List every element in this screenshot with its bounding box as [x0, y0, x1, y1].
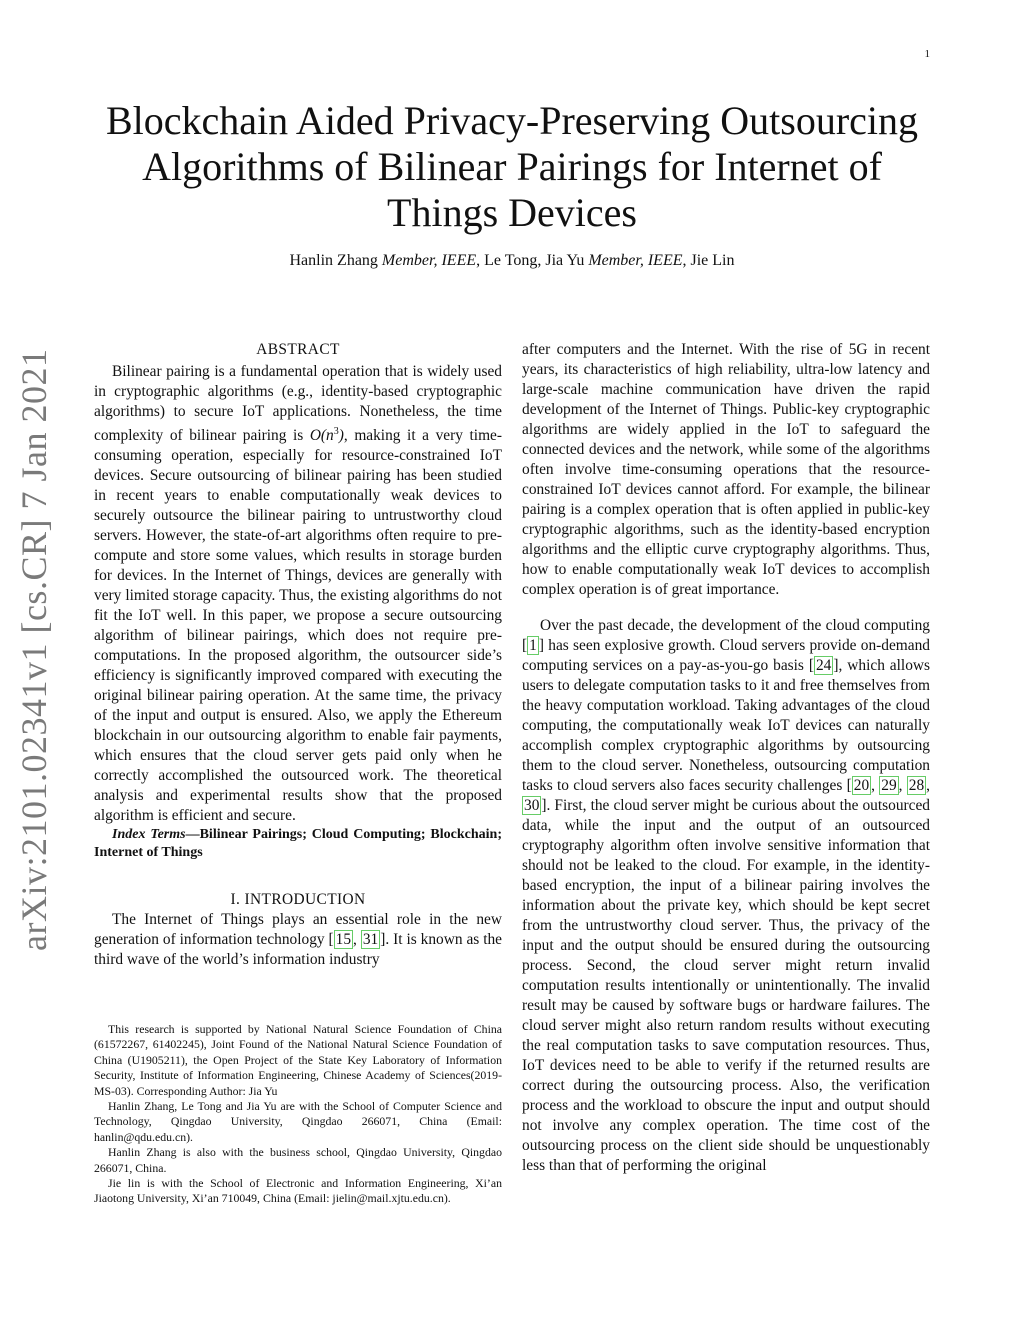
- author-name: , Jie Lin: [682, 252, 735, 269]
- citation-separator: ,: [871, 777, 880, 794]
- intro-text: ]. It is known as the third wave of the world’s information industry: [94, 931, 502, 969]
- citation-separator: ,: [353, 931, 361, 949]
- math-base: O(n: [309, 427, 334, 445]
- introduction-paragraph: [94, 910, 502, 970]
- citation-link[interactable]: 30: [524, 797, 540, 814]
- math-complexity: [310, 427, 344, 444]
- author-membership: Member, IEEE: [381, 252, 477, 269]
- citation-link[interactable]: 31: [362, 931, 379, 949]
- abstract-text-part: , making it a very time-consuming operation, especially for resource-constrained IoT devices. Secure outsourcing of bilinear pairing has been studied in recent years to enable computationally weak devices to securely outsource the bilinear pairing to untrustworthy cloud servers. However, the state-of-art algorithms often require to pre-compute and store some values, which results in storage burden for devices. In the Internet of Things, devices are generally with very limited storage capacity. Thus, the existing algorithms do not fit the IoT well. In this paper, we propose a secure outsourcing algorithm of bilinear pairings, which does not require pre-computations. In the proposed algorithm, the outsourcer side’s efficiency is significantly improved compared with executing the original bilinear pairing operation. At the same time, the privacy of the input and output is ensured. Also, we apply the Ethereum blockchain in our outsourcing algorithm to enable fair payments, which ensures that the cloud server gets paid only when he correctly accomplished the outsourced work. The theoretical analysis and experimental results show that the proposed algorithm is efficient and secure.: [94, 427, 502, 825]
- footnote-affiliation: Hanlin Zhang is also with the business school, Qingdao University, Qingdao 266071, China.: [94, 1145, 502, 1175]
- right-column: [522, 340, 930, 1176]
- footnotes: [94, 1022, 502, 1207]
- citation-link[interactable]: 29: [881, 777, 897, 794]
- author-membership: Member, IEEE: [588, 252, 683, 269]
- index-terms-label: Index Terms: [112, 827, 186, 843]
- citation-link[interactable]: 1: [529, 637, 537, 654]
- abstract-text-part: Bilinear pairing is a fundamental operation that is widely used in cryptographic algorithms (e.g., identity-based cryptographic algorithms) to secure IoT applications. Nonetheless, the time complexity of bilinear pairing is: [94, 363, 502, 445]
- footnote-affiliation: Jie lin is with the School of Electronic and Information Engineering, Xi’an Jiaotong University, Xi’an 710049, China (Email: jielin@mail.xjtu.edu.cn).: [94, 1176, 502, 1206]
- citation-link[interactable]: 24: [815, 657, 832, 674]
- left-column: [94, 340, 502, 970]
- index-terms: [94, 826, 502, 862]
- intro-text: The Internet of Things plays an essential role in the new generation of information technology [: [94, 911, 502, 949]
- citation-separator: ,: [926, 777, 930, 794]
- body-paragraph: after computers and the Internet. With the rise of 5G in recent years, its characteristics of high reliability, ultra-low latency and large-scale machine communication have driven the rapid development of the Internet of Things. Public-key cryptographic algorithms are widely applied in the IoT to safeguard the connected devices and the network, while some of the algorithms often involve time-consuming operations that the resource-constrained IoT devices cannot afford. For example, the bilinear pairing is a complex operation that is often applied in public-key cryptographic algorithms, such as the identity-based encryption algorithms and the elliptic curve cryptography algorithms. Thus, how to enable computationally weak IoT devices to accomplish complex operation is of great importance.: [522, 341, 930, 598]
- footnote-funding: This research is supported by National Natural Science Foundation of China (61572267, 61402245), Joint Found of the National Natural Science Foundation of China (U1905211), the Open Project of the State Key Laboratory of Information Security, Institute of Information Engineering, Chinese Academy of Sciences(2019-MS-03). Corresponding Author: Jia Yu: [94, 1022, 502, 1098]
- citation-link[interactable]: 28: [908, 777, 925, 794]
- paper-title: Blockchain Aided Privacy-Preserving Outsourcing Algorithms of Bilinear Pairings for Internet of Things Devices: [105, 98, 919, 235]
- abstract-text: [94, 362, 502, 826]
- footnote-affiliation: Hanlin Zhang, Le Tong and Jia Yu are with the School of Computer Science and Technology, Qingdao University, Qingdao 266071, China (Email: hanlin@qdu.edu.cn).: [94, 1099, 502, 1144]
- introduction-heading: I. INTRODUCTION: [230, 891, 366, 909]
- citation-separator: ,: [898, 777, 907, 794]
- body-text: ], which allows users to delegate computation tasks to it and free themselves from the heavy computation workload. Taking advantages of the cloud computing, the computationally weak IoT devices can naturally accomplish complex cryptographic algorithms by outsourcing them to the cloud server. Nonetheless, outsourcing computation tasks to cloud servers also faces security challenges [: [522, 657, 930, 794]
- body-text: ] has seen explosive growth. Cloud servers provide on-demand computing services on a pay-as-you-go basis [: [522, 637, 930, 674]
- index-terms-text: —Bilinear Pairings; Cloud Computing; Blockchain; Internet of Things: [94, 827, 502, 861]
- abstract-heading: ABSTRACT: [256, 341, 340, 358]
- body-paragraph: [522, 616, 930, 1176]
- author-line: [84, 252, 940, 270]
- body-text: Over the past decade, the development of the cloud computing [: [522, 617, 930, 654]
- arxiv-stamp[interactable]: arXiv:2101.02341v1 [cs.CR] 7 Jan 2021: [14, 348, 54, 952]
- author-name: Hanlin Zhang: [289, 252, 378, 269]
- page-number: 1: [924, 48, 930, 60]
- citation-link[interactable]: 15: [335, 931, 352, 949]
- body-text: ]. First, the cloud server might be curious about the outsourced data, while the input and the output of an outsourced cryptography algorithm often involve sensitive information that should not be leaked to the cloud. For example, in the identity-based encryption, the input of a bilinear pairing involves the information about the private key, which should be kept secret from the untrustworthy cloud server. Thus, the privacy of the input and the output should be ensured during the outsourcing process. Second, the cloud server might return invalid computation results intentionally or unintentionally. The invalid result may be caused by software bugs or hardware failures. The cloud server might also return random results without executing the real computation tasks to save computation resources. Thus, IoT devices need to be able to verify if the returned results are correct during the outsourcing process. Also, the verification process and the workload to obscure the input and output should not involve any complex operation. The time cost of the outsourcing process on the client side should be unquestionably less than that of performing the original: [522, 797, 930, 1174]
- math-exponent: 3: [333, 426, 339, 437]
- math-close: ): [338, 427, 344, 445]
- author-names: , Le Tong, Jia Yu: [476, 252, 589, 269]
- citation-link[interactable]: 20: [853, 777, 870, 794]
